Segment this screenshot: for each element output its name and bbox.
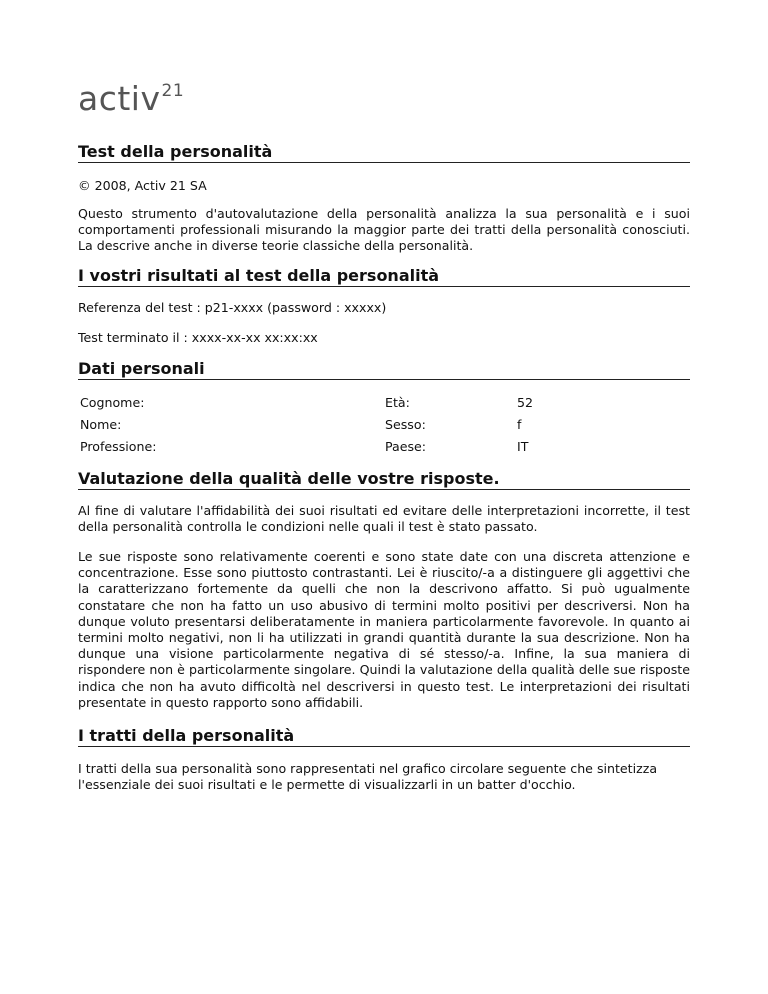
section-title-results: I vostri risultati al test della personalità — [78, 266, 690, 287]
quality-paragraph-2: Le sue risposte sono relativamente coerenti e sono state date con una discreta attenzione e concentrazione. Esse sono piuttosto contrastanti. Lei è riuscito/-a a distinguere gli aggettivi che la caratterizzano fortemente da quelli che non la descrivono affatto. Si può ugualmente constatare che non ha fatto un uso abusivo di termini molto positivi per descriversi. Non ha dunque voluto presentarsi deliberatamente in maniera particolarmente favorevole. In quanto ai termini molto negativi, non li ha utilizzati in grandi quantità durante la sua descrizione. Non ha dunque una visione particolarmente negativa di sé stesso/-a. Infine, la sua maniera di rispondere non è particolarmente singolare. Quindi la valutazione della qualità delle sue risposte indica che non ha avuto difficoltà nel descriversi in questo test. Le interpretazioni dei risultati presentate in questo rapporto sono affidabili. — [78, 549, 690, 710]
label-cognome: Cognome: — [80, 395, 145, 410]
section-title-quality: Valutazione della qualità delle vostre risposte. — [78, 469, 690, 490]
intro-paragraph: Questo strumento d'autovalutazione della personalità analizza la sua personalità e i suoi comportamenti professionali misurando la maggior parte dei tratti della personalità conosciuti. La descrive anche in diverse teorie classiche della personalità. — [78, 206, 690, 254]
copyright-text: © 2008, Activ 21 SA — [78, 178, 207, 193]
label-paese: Paese: — [385, 439, 427, 454]
activ21-logo — [78, 79, 185, 118]
label-professione: Professione: — [80, 439, 157, 454]
quality-paragraph-1: Al fine di valutare l'affidabilità dei suoi risultati ed evitare delle interpretazioni incorrette, il test della personalità controlla le condizioni nelle quali il test è stato passato. — [78, 503, 690, 535]
section-title-personal: Dati personali — [78, 359, 690, 380]
test-finished-date: Test terminato il : xxxx-xx-xx xx:xx:xx — [78, 330, 318, 345]
section-title-test: Test della personalità — [78, 142, 690, 163]
test-reference: Referenza del test : p21-xxxx (password : xxxxx) — [78, 300, 387, 315]
label-eta: Età: — [385, 395, 410, 410]
label-nome: Nome: — [80, 417, 122, 432]
logo-text: activ — [78, 79, 161, 118]
value-sesso: f — [517, 417, 522, 432]
section-title-traits: I tratti della personalità — [78, 726, 690, 747]
logo-superscript: 21 — [161, 81, 185, 101]
value-eta: 52 — [517, 395, 534, 410]
value-paese: IT — [517, 439, 529, 454]
traits-paragraph: I tratti della sua personalità sono rappresentati nel grafico circolare seguente che sintetizza l'essenziale dei suoi risultati e le permette di visualizzarli in un batter d'occhio. — [78, 761, 658, 793]
label-sesso: Sesso: — [385, 417, 426, 432]
